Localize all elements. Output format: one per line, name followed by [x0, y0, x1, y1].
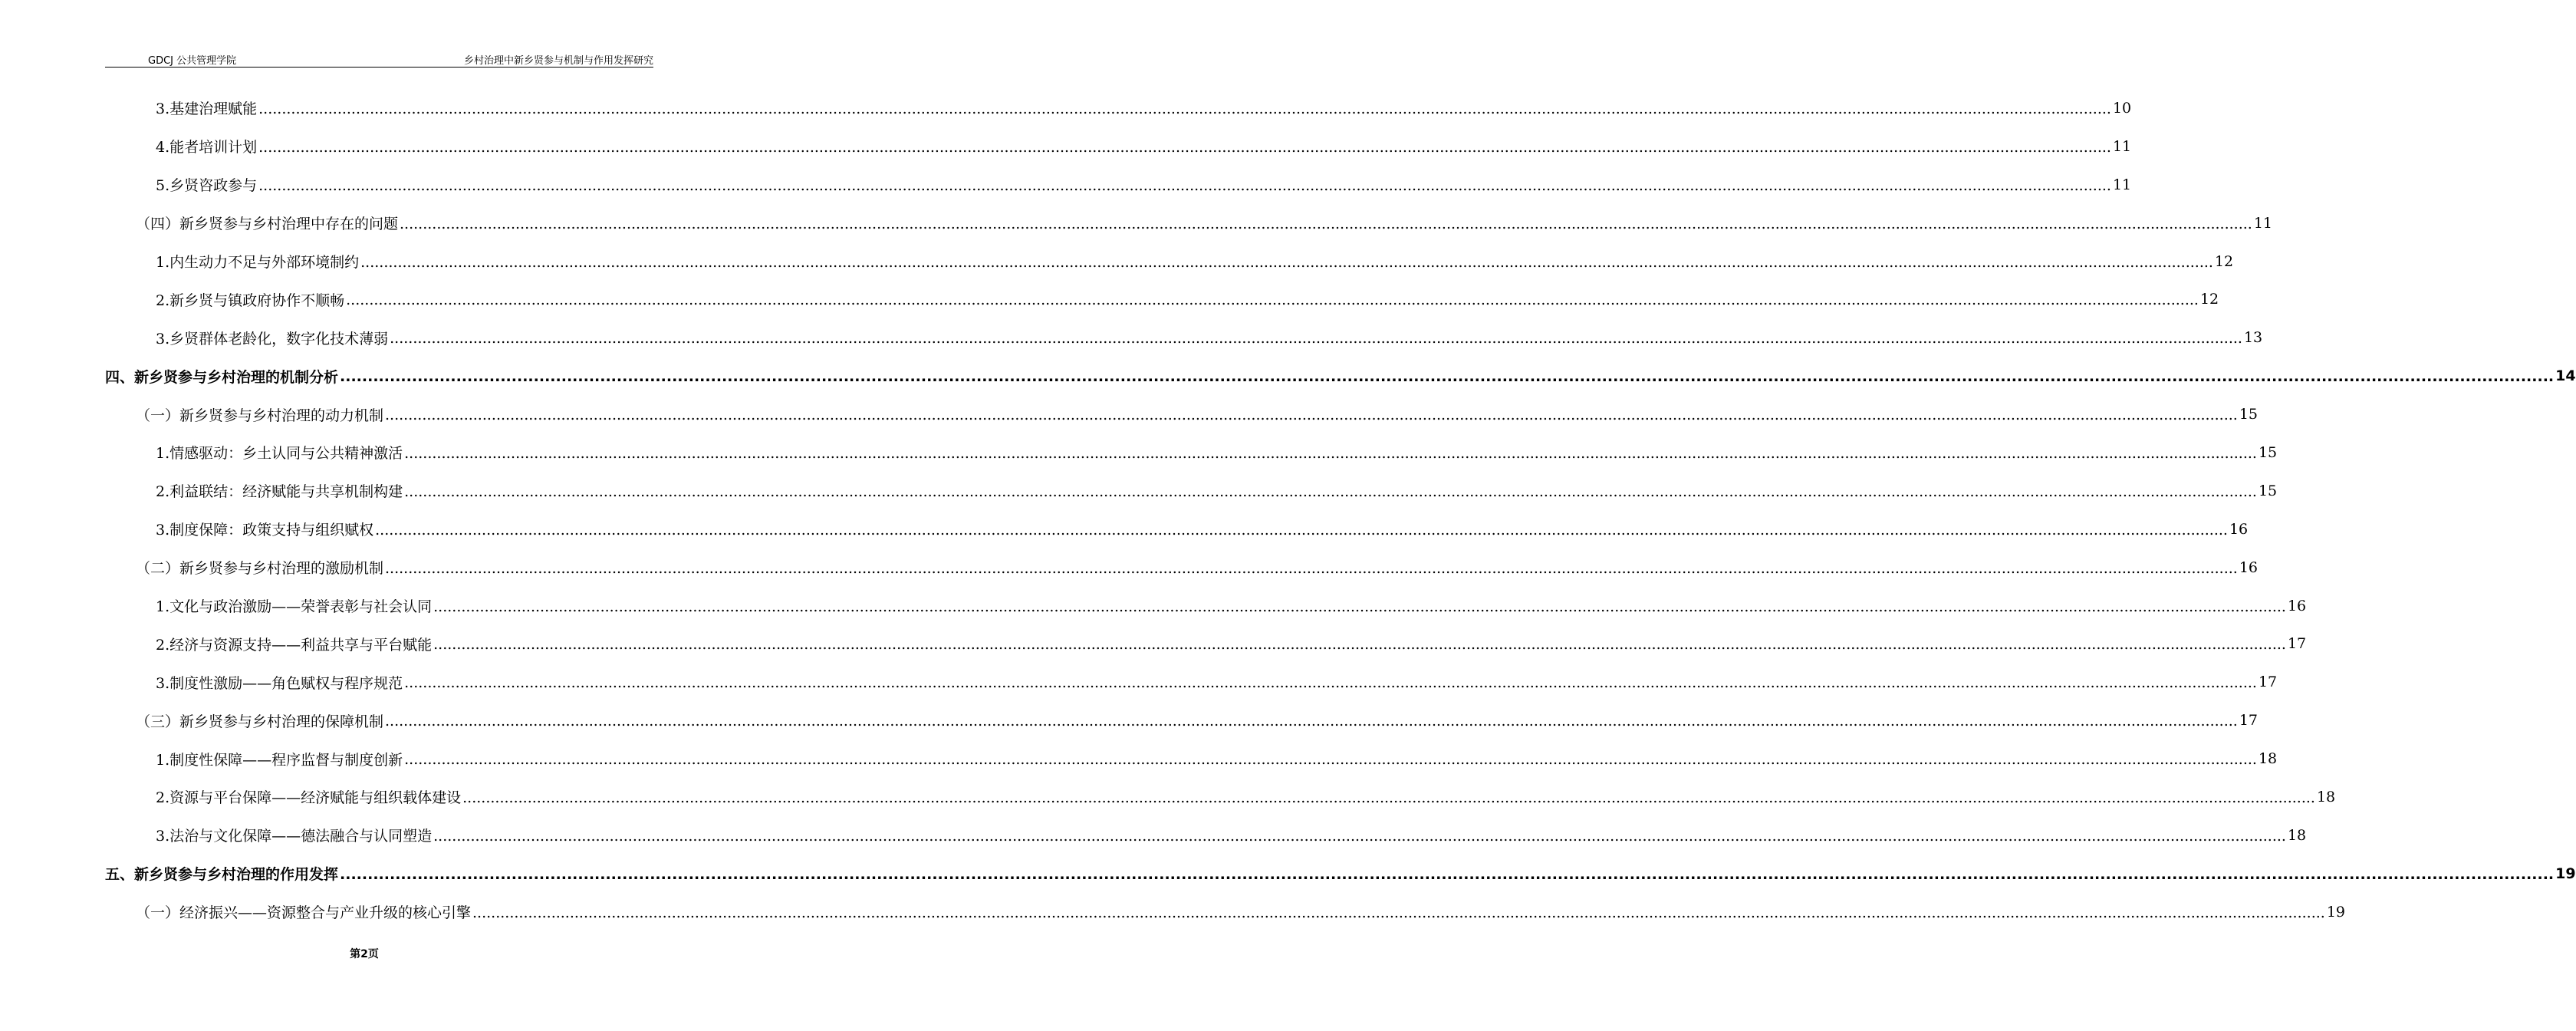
toc-dot-leader: ................................................................................................................................................................................................................................................................................................................................................................................................................	[340, 368, 2555, 386]
page-header	[105, 51, 653, 66]
toc-entry[interactable]	[105, 166, 2132, 204]
toc-dot-leader: ................................................................................................................................................................................................................................................................................................................................................................................................................	[346, 292, 2199, 309]
toc-dot-leader: ................................................................................................................................................................................................................................................................................................................................................................................................................	[472, 904, 2325, 921]
toc-entry-title: 3.制度保障：政策支持与组织赋权	[156, 522, 374, 539]
toc-entry-title: （四）新乡贤参与乡村治理中存在的问题	[136, 216, 399, 233]
toc-entry-page-number: 17	[2287, 635, 2307, 653]
table-of-contents	[105, 89, 2576, 931]
toc-entry[interactable]	[105, 778, 2336, 816]
toc-entry[interactable]	[105, 624, 2307, 663]
toc-entry-title: 2.经济与资源支持——利益共享与平台赋能	[156, 636, 433, 654]
toc-dot-leader: ................................................................................................................................................................................................................................................................................................................................................................................................................	[462, 789, 2315, 806]
toc-entry-page-number: 11	[2253, 214, 2273, 232]
toc-dot-leader: ................................................................................................................................................................................................................................................................................................................................................................................................................	[258, 138, 2111, 156]
toc-entry[interactable]	[105, 855, 2576, 893]
toc-entry[interactable]	[105, 587, 2307, 625]
toc-dot-leader: ................................................................................................................................................................................................................................................................................................................................................................................................................	[385, 407, 2238, 424]
toc-entry-title: 五、新乡贤参与乡村治理的作用发挥	[105, 866, 339, 884]
toc-dot-leader: ................................................................................................................................................................................................................................................................................................................................................................................................................	[385, 713, 2238, 730]
toc-entry-title: 5.乡贤咨政参与	[156, 177, 258, 195]
toc-dot-leader: ................................................................................................................................................................................................................................................................................................................................................................................................................	[360, 253, 2213, 271]
toc-entry[interactable]	[105, 433, 2278, 472]
toc-entry[interactable]	[105, 510, 2249, 548]
toc-entry[interactable]	[105, 280, 2219, 318]
toc-entry[interactable]	[105, 204, 2273, 242]
toc-entry-page-number: 13	[2243, 329, 2263, 347]
toc-dot-leader: ................................................................................................................................................................................................................................................................................................................................................................................................................	[433, 827, 2286, 845]
toc-entry-page-number: 11	[2112, 137, 2132, 155]
toc-entry-page-number: 16	[2229, 520, 2249, 538]
header-thesis-title: 乡村治理中新乡贤参与机制与作用发挥研究	[463, 55, 653, 67]
toc-entry-title: 1.内生动力不足与外部环境制约	[156, 254, 360, 271]
toc-entry-page-number: 15	[2258, 443, 2278, 461]
toc-entry[interactable]	[105, 701, 2259, 739]
toc-entry-page-number: 14	[2555, 367, 2576, 385]
toc-dot-leader: ................................................................................................................................................................................................................................................................................................................................................................................................................	[404, 483, 2257, 500]
toc-entry-title: 3.法治与文化保障——德法融合与认同塑造	[156, 828, 433, 845]
toc-entry-title: 1.文化与政治激励——荣誉表彰与社会认同	[156, 598, 433, 616]
toc-entry-title: 2.资源与平台保障——经济赋能与组织载体建设	[156, 789, 462, 807]
toc-entry-title: 2.利益联结：经济赋能与共享机制构建	[156, 483, 403, 501]
toc-dot-leader: ................................................................................................................................................................................................................................................................................................................................................................................................................	[258, 100, 2111, 117]
toc-entry-page-number: 15	[2239, 406, 2259, 423]
page-number-footer: 第2页	[350, 948, 379, 960]
toc-entry[interactable]	[105, 242, 2234, 281]
toc-entry-page-number: 11	[2112, 176, 2132, 193]
toc-entry[interactable]	[105, 816, 2307, 855]
toc-entry-page-number: 16	[2239, 558, 2259, 576]
toc-entry[interactable]	[105, 548, 2259, 587]
toc-dot-leader: ................................................................................................................................................................................................................................................................................................................................................................................................................	[400, 215, 2252, 232]
toc-entry-page-number: 18	[2316, 788, 2336, 805]
toc-entry-title: 四、新乡贤参与乡村治理的机制分析	[105, 368, 339, 386]
toc-entry-page-number: 19	[2326, 903, 2346, 921]
toc-entry-page-number: 12	[2214, 252, 2234, 270]
toc-entry-page-number: 16	[2287, 597, 2307, 614]
toc-entry-page-number: 17	[2258, 674, 2278, 691]
header-divider	[105, 67, 653, 68]
toc-entry-page-number: 10	[2112, 99, 2132, 117]
toc-entry-page-number: 19	[2555, 865, 2576, 882]
toc-entry[interactable]	[105, 318, 2263, 357]
toc-dot-leader: ................................................................................................................................................................................................................................................................................................................................................................................................................	[385, 559, 2238, 577]
toc-entry-title: 2.新乡贤与镇政府协作不顺畅	[156, 292, 345, 309]
toc-entry-title: （一）新乡贤参与乡村治理的动力机制	[136, 407, 384, 424]
toc-entry[interactable]	[105, 472, 2278, 510]
toc-entry[interactable]	[105, 89, 2132, 127]
toc-entry-title: 3.基建治理赋能	[156, 100, 258, 118]
toc-entry-page-number: 18	[2287, 826, 2307, 844]
toc-dot-leader: ................................................................................................................................................................................................................................................................................................................................................................................................................	[375, 521, 2228, 539]
toc-entry-title: （一）经济振兴——资源整合与产业升级的核心引擎	[136, 904, 472, 922]
toc-dot-leader: ................................................................................................................................................................................................................................................................................................................................................................................................................	[404, 444, 2257, 462]
toc-entry[interactable]	[105, 127, 2132, 166]
toc-entry-title: （二）新乡贤参与乡村治理的激励机制	[136, 560, 384, 578]
toc-entry-page-number: 17	[2239, 712, 2259, 730]
toc-entry[interactable]	[105, 663, 2278, 701]
toc-entry[interactable]	[105, 357, 2576, 395]
toc-dot-leader: ................................................................................................................................................................................................................................................................................................................................................................................................................	[340, 865, 2555, 883]
toc-entry[interactable]	[105, 893, 2346, 931]
toc-entry[interactable]	[105, 739, 2278, 778]
toc-entry-title: 4.能者培训计划	[156, 139, 258, 156]
toc-dot-leader: ................................................................................................................................................................................................................................................................................................................................................................................................................	[433, 598, 2286, 615]
toc-entry-title: 3.乡贤群体老龄化，数字化技术薄弱	[156, 330, 389, 348]
toc-entry-page-number: 12	[2199, 291, 2219, 308]
toc-entry-page-number: 18	[2258, 750, 2278, 768]
toc-entry-title: 1.制度性保障——程序监督与制度创新	[156, 751, 403, 769]
toc-dot-leader: ................................................................................................................................................................................................................................................................................................................................................................................................................	[404, 751, 2257, 769]
toc-dot-leader: ................................................................................................................................................................................................................................................................................................................................................................................................................	[433, 636, 2286, 654]
toc-entry[interactable]	[105, 395, 2259, 433]
toc-entry-title: 3.制度性激励——角色赋权与程序规范	[156, 674, 403, 692]
toc-entry-title: 1.情感驱动：乡土认同与公共精神激活	[156, 445, 403, 463]
header-institution: GDCJ 公共管理学院	[148, 55, 237, 67]
toc-entry-page-number: 15	[2258, 482, 2278, 499]
toc-dot-leader: ................................................................................................................................................................................................................................................................................................................................................................................................................	[404, 674, 2257, 692]
toc-entry-title: （三）新乡贤参与乡村治理的保障机制	[136, 713, 384, 730]
toc-dot-leader: ................................................................................................................................................................................................................................................................................................................................................................................................................	[390, 330, 2242, 348]
toc-dot-leader: ................................................................................................................................................................................................................................................................................................................................................................................................................	[258, 176, 2111, 194]
